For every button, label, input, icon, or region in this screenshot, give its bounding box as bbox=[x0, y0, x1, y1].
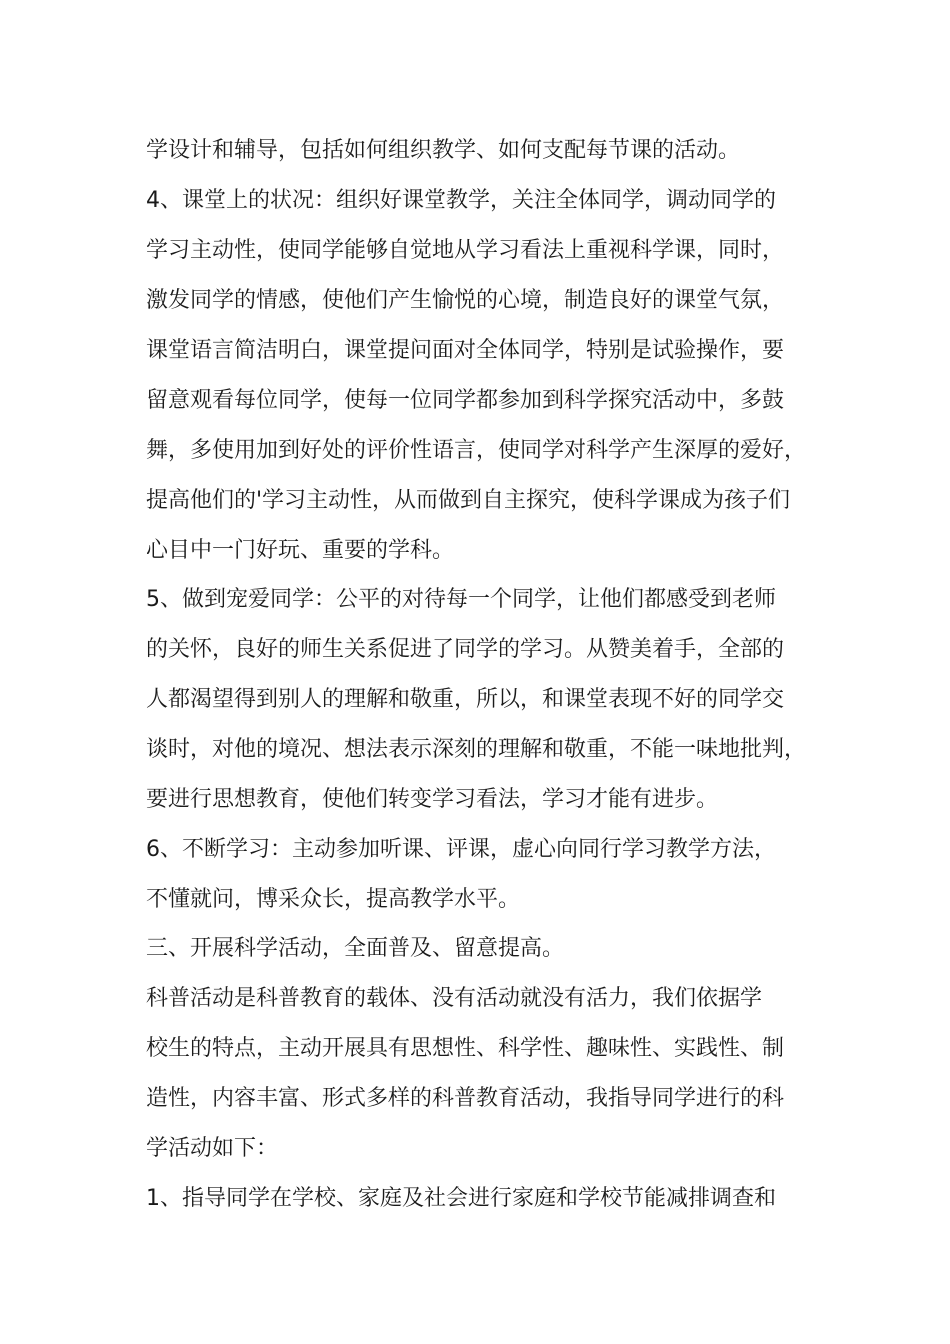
text-line: 6、不断学习：主动参加听课、评课，虚心向同行学习教学方法， bbox=[146, 837, 776, 862]
text-line: 要进行思想教育，使他们转变学习看法，学习才能有进步。 bbox=[146, 787, 719, 812]
text-line: 学活动如下： bbox=[146, 1136, 279, 1161]
text-line: 人都渴望得到别人的理解和敬重，所以，和课堂表现不好的同学交 bbox=[146, 687, 785, 712]
text-line: 三、开展科学活动，全面普及、留意提高。 bbox=[146, 936, 565, 961]
text-line: 4、课堂上的状况：组织好课堂教学，关注全体同学，调动同学的 bbox=[146, 188, 776, 213]
text-line: 提高他们的'学习主动性，从而做到自主探究，使科学课成为孩子们 bbox=[146, 488, 791, 513]
text-line: 学习主动性，使同学能够自觉地从学习看法上重视科学课，同时， bbox=[146, 238, 785, 263]
text-line: 舞，多使用加到好处的评价性语言，使同学对科学产生深厚的爱好， bbox=[146, 438, 807, 463]
text-line: 5、做到宠爱同学：公平的对待每一个同学，让他们都感受到老师 bbox=[146, 587, 776, 612]
text-line: 1、指导同学在学校、家庭及社会进行家庭和学校节能减排调查和 bbox=[146, 1186, 776, 1211]
text-line: 的关怀，良好的师生关系促进了同学的学习。从赞美着手，全部的 bbox=[146, 637, 785, 662]
text-line: 造性，内容丰富、形式多样的科普教育活动，我指导同学进行的科 bbox=[146, 1086, 785, 1111]
text-line: 谈时，对他的境况、想法表示深刻的理解和敬重，不能一味地批判， bbox=[146, 737, 807, 762]
text-line: 校生的特点，主动开展具有思想性、科学性、趣味性、实践性、制 bbox=[146, 1036, 785, 1061]
text-line: 课堂语言简洁明白，课堂提问面对全体同学，特别是试验操作，要 bbox=[146, 338, 785, 363]
text-line: 学设计和辅导，包括如何组织教学、如何支配每节课的活动。 bbox=[146, 138, 741, 163]
text-line: 激发同学的情感，使他们产生愉悦的心境，制造良好的课堂气氛， bbox=[146, 288, 785, 313]
text-line: 心目中一门好玩、重要的学科。 bbox=[146, 538, 455, 563]
text-line: 留意观看每位同学，使每一位同学都参加到科学探究活动中，多鼓 bbox=[146, 388, 785, 413]
text-line: 不懂就问，博采众长，提高教学水平。 bbox=[146, 887, 521, 912]
text-line: 科普活动是科普教育的载体、没有活动就没有活力，我们依据学 bbox=[146, 986, 763, 1011]
